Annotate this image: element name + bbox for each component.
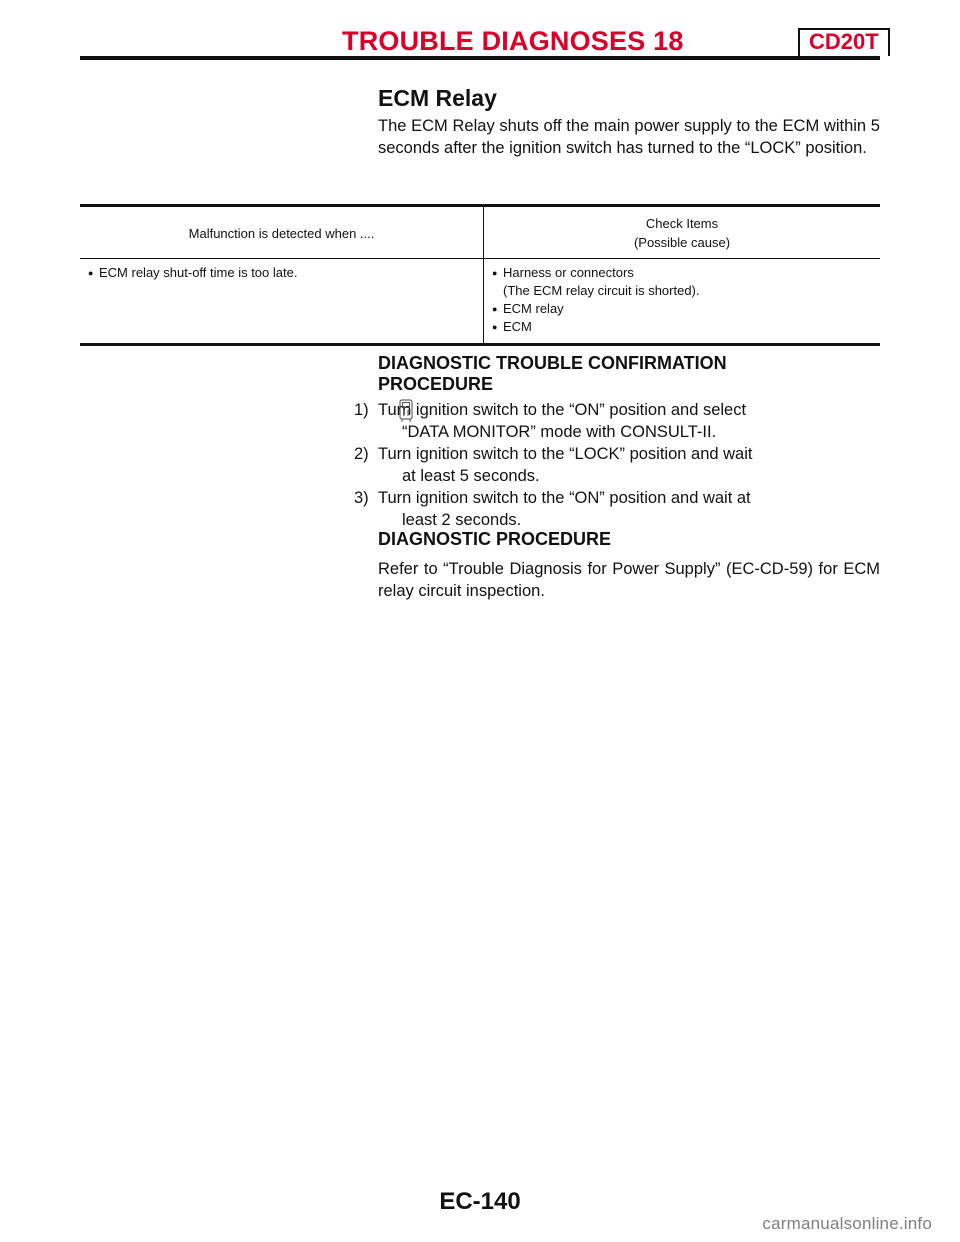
diagnosis-table [80,204,880,346]
model-badge: CD20T [798,28,890,56]
confirmation-title [378,353,880,395]
check-item: Harness or connectors [503,265,634,280]
confirmation-title-line2: PROCEDURE [378,374,494,394]
procedure-text: Refer to “Trouble Diagnosis for Power Supply” (EC-CD-59) for ECM relay circuit inspection. [378,560,880,600]
section-intro-text: The ECM Relay shuts off the main power supply to the ECM within 5 seconds after the ignition switch has turned to the “LOCK” position. [378,117,880,157]
confirmation-section [354,353,880,531]
section-title: ECM Relay [378,85,497,111]
step-text-line2: “DATA MONITOR” mode with CONSULT-II. [402,423,717,441]
step-number: 3) [354,489,369,507]
bullet-icon: ● [88,268,94,278]
step-text-line1: Turn ignition switch to the “LOCK” position and wait [378,445,753,463]
table-header-row [80,206,880,259]
col-header-check-items-line1: Check Items [645,216,719,231]
step-text-line1: Turn ignition switch to the “ON” position and wait at [378,489,751,507]
consult-tool-icon [396,399,416,423]
step-text-line2: least 2 seconds. [402,511,522,529]
bullet-icon: ● [492,322,498,332]
section-intro [378,84,880,159]
table-row [80,259,880,345]
list-item [268,443,880,487]
procedure-title: DIAGNOSTIC PROCEDURE [378,529,612,549]
malfunction-text: ECM relay shut-off time is too late. [99,265,298,280]
check-item: ECM [503,319,532,334]
col-header-check-items-line2: (Possible cause) [633,235,731,250]
step-text-line2: at least 5 seconds. [402,467,540,485]
bullet-icon: ● [492,304,498,314]
check-item: ECM relay [503,301,564,316]
page-number: EC-140 [439,1188,521,1215]
list-item [268,399,880,443]
malfunction-cell [80,259,484,345]
bullet-icon: ● [492,268,498,278]
header-title: TROUBLE DIAGNOSES 18 [342,26,684,56]
col-header-malfunction: Malfunction is detected when .... [80,206,484,259]
step-number: 2) [354,445,369,463]
header-rule [80,56,880,60]
list-item [268,487,880,531]
confirmation-title-line1: DIAGNOSTIC TROUBLE CONFIRMATION [378,353,727,373]
check-item-note: (The ECM relay circuit is shorted). [503,283,700,298]
step-number: 1) [354,401,369,419]
confirmation-steps [268,399,880,531]
col-header-check-items [484,206,881,259]
check-items-cell [484,259,881,345]
procedure-section [378,529,880,602]
step-text-line1: Turn ignition switch to the “ON” position and select [378,401,747,419]
watermark: carmanualsonline.info [762,1214,932,1233]
